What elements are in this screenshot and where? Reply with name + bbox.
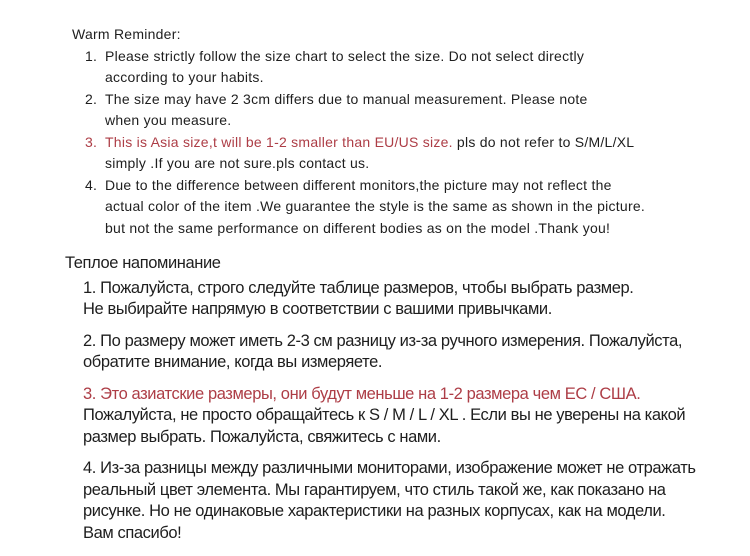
item-number: 1. <box>85 47 98 64</box>
red-warning-text: 3. Это азиатские размеры, они будут меньше на 1-2 размера чем ЕС / США. <box>83 384 641 403</box>
text-line: Please strictly follow the size chart to select the size. Do not select directly <box>105 47 585 64</box>
text-line: The size may have 2 3cm differs due to manual measurement. Please note <box>105 90 588 107</box>
english-section-heading: Warm Reminder: <box>72 26 181 42</box>
russian-section-heading: Теплое напоминание <box>65 254 221 272</box>
text-line: Due to the difference between different monitors,the picture may not reflect the <box>105 176 612 193</box>
item-number: 2. <box>85 90 98 107</box>
item-text <box>83 458 750 544</box>
text-line <box>105 132 634 154</box>
text-line: обратите внимание, когда вы измеряете. <box>83 353 383 371</box>
item-text <box>83 278 750 321</box>
list-item <box>85 175 750 240</box>
text-line: 2. По размеру может иметь 2-3 см разницу из-за ручного измерения. Пожалуйста, <box>83 331 683 350</box>
text-line: размер выбрать. Пожалуйста, свяжитесь с нами. <box>83 427 441 446</box>
text-line: реальный цвет элемента. Мы гарантируем, что стиль такой же, как показано на <box>83 480 666 499</box>
text-line: when you measure. <box>105 112 232 128</box>
list-item <box>85 46 750 89</box>
item-text <box>105 46 584 89</box>
item-text <box>105 132 634 175</box>
item-text <box>105 89 588 132</box>
text-line: but not the same performance on different bodies as on the model .Thank you! <box>105 219 611 236</box>
english-reminder-list <box>85 46 750 240</box>
item-number: 3. <box>85 133 98 150</box>
text-line: actual color of the item .We guarantee the style is the same as shown in the picture. <box>105 198 646 214</box>
text-line: 1. Пожалуйста, строго следуйте таблице размеров, чтобы выбрать размер. <box>83 278 634 297</box>
text-after-red: pls do not refer to S/M/L/XL <box>452 133 635 150</box>
item-text <box>105 175 645 240</box>
item-text <box>83 331 750 374</box>
text-line: рисунке. Но не одинаковые характеристики на разных корпусах, как на модели. <box>83 502 666 520</box>
text-line: 4. Из-за разницы между различными мониторами, изображение может не отражать <box>83 459 696 477</box>
list-item <box>83 331 750 374</box>
english-reminder-section <box>0 0 750 239</box>
list-item <box>83 458 750 544</box>
text-line: Пожалуйста, не просто обращайтесь к S / M / L / XL . Если вы не уверены на какой <box>83 406 686 424</box>
text-line: according to your habits. <box>105 69 264 85</box>
text-line: simply .If you are not sure.pls contact us. <box>105 155 370 171</box>
russian-reminder-section <box>0 253 750 544</box>
list-item <box>83 278 750 321</box>
list-item <box>83 384 750 449</box>
red-warning-text: This is Asia size,t will be 1-2 smaller than EU/US size. <box>105 133 453 150</box>
list-item <box>85 89 750 132</box>
list-item <box>85 132 750 175</box>
item-number: 4. <box>85 176 98 193</box>
item-text <box>83 405 750 448</box>
text-line: Не выбирайте напрямую в соответствии с вашими привычками. <box>83 300 552 318</box>
text-line: Вам спасибо! <box>83 523 182 542</box>
